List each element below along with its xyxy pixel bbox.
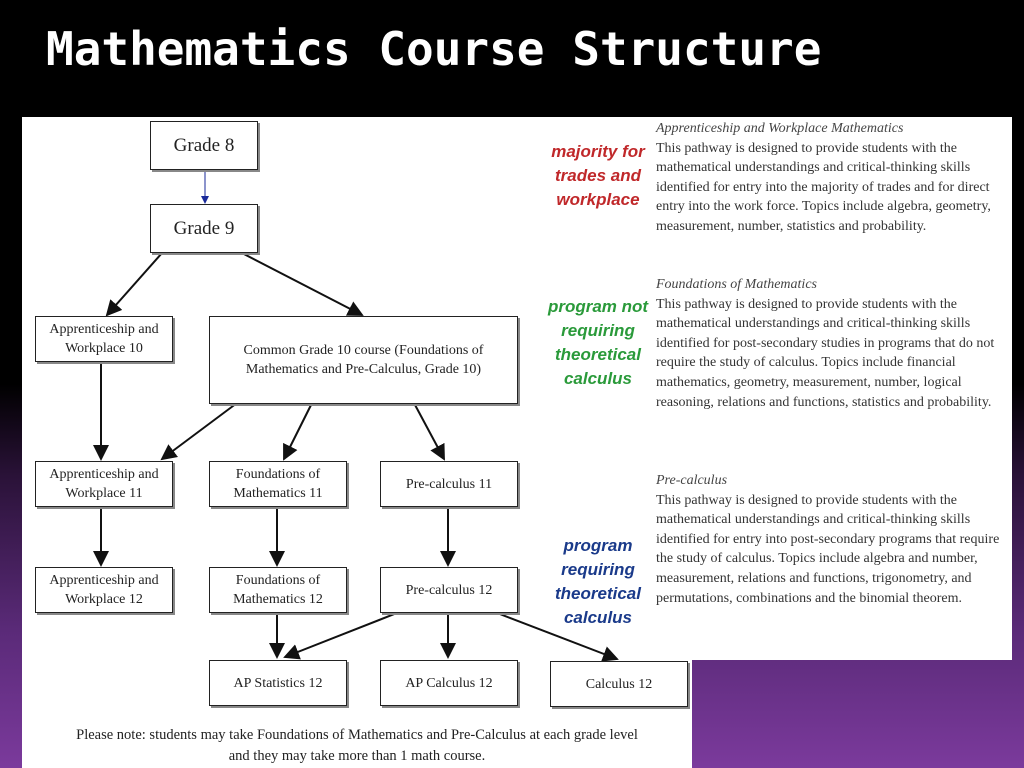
pathway-heading: Foundations of Mathematics xyxy=(656,277,817,292)
label-trades: majority for trades and workplace xyxy=(551,142,645,209)
box-grade-9: Grade 9 xyxy=(150,204,258,253)
box-common-10: Common Grade 10 course (Foundations of Mathematics and Pre-Calculus, Grade 10) xyxy=(209,316,518,404)
pathway-heading: Apprenticeship and Workplace Mathematics xyxy=(656,121,904,136)
box-ap-statistics: AP Statistics 12 xyxy=(209,660,347,706)
box-pc11: Pre-calculus 11 xyxy=(380,461,518,507)
box-pc12: Pre-calculus 12 xyxy=(380,567,518,613)
box-grade-8: Grade 8 xyxy=(150,121,258,170)
box-aw10: Apprenticeship and Workplace 10 xyxy=(35,316,173,362)
diagram-note xyxy=(22,725,692,767)
box-ap-calculus: AP Calculus 12 xyxy=(380,660,518,706)
arrow xyxy=(285,611,402,657)
arrow xyxy=(284,403,312,459)
arrow xyxy=(162,403,237,459)
label-precalculus: program requiring theoretical calculus xyxy=(555,536,641,627)
pathway-foundations xyxy=(656,275,1012,412)
box-aw11: Apprenticeship and Workplace 11 xyxy=(35,461,173,507)
pathway-body: This pathway is designed to provide students with the mathematical understandings and critical-thinking skills identified for post-secondary studies in programs that do not require the study of calculus. Topics include financial mathematics, geometry, measurement, number, logical reasoning, relations and functions, statistics and probability. xyxy=(656,296,995,410)
note-line: and they may take more than 1 math course. xyxy=(228,748,486,764)
label-foundations: program not requiring theoretical calculus xyxy=(547,297,649,388)
box-fm11: Foundations of Mathematics 11 xyxy=(209,461,347,507)
note-line: Please note: students may take Foundations of Mathematics and Pre-Calculus at each grade level xyxy=(76,727,638,743)
pathway-body: This pathway is designed to provide students with the mathematical understandings and critical-thinking skills identified for entry into post-secondary programs that require the study of calculus. Topics include algebra and number, measurement, relations and functions, trigonometry, and permutations, combinations and the binomial theorem. xyxy=(656,492,1000,606)
box-fm12: Foundations of Mathematics 12 xyxy=(209,567,347,613)
arrow xyxy=(242,253,362,315)
pathway-body: This pathway is designed to provide students with the mathematical understandings and critical-thinking skills identified for entry into the majority of trades and for direct entry into the work force. Topics include algebra, geometry, measurement, number, statistics and probability. xyxy=(656,140,991,234)
pathway-heading: Pre-calculus xyxy=(656,473,728,488)
arrow xyxy=(414,403,444,459)
pathway-descriptions xyxy=(652,117,1012,660)
box-aw12: Apprenticeship and Workplace 12 xyxy=(35,567,173,613)
slide-title: Mathematics Course Structure xyxy=(46,22,822,76)
course-flowchart xyxy=(22,117,692,768)
pathway-apprenticeship xyxy=(656,119,1012,237)
pathway-precalculus xyxy=(656,471,1012,608)
arrow xyxy=(107,253,162,315)
box-calculus-12: Calculus 12 xyxy=(550,661,688,707)
